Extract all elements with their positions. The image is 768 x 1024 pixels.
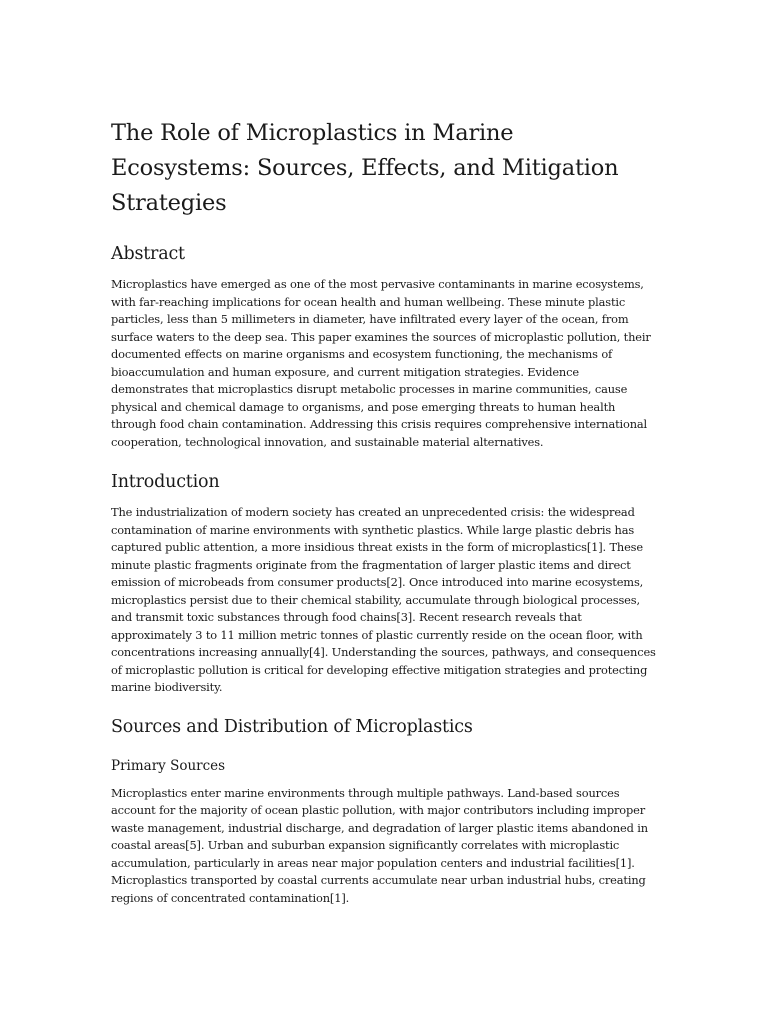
abstract-heading: Abstract [111,244,185,264]
paper-title: The Role of Microplastics in Marine Ecosystems: Sources, Effects, and Mitigation Strategies [111,120,619,216]
document-page [111,116,659,907]
introduction-paragraph: The industrialization of modern society has created an unprecedented crisis: the widespread contamination of marine environments with synthetic plastics. While large plastic debris has captured public attention, a more insidious threat exists in the form of microplastics[1]. These minute plastic fragments originate from the fragmentation of larger plastic items and direct emission of microbeads from consumer products[2]. Once introduced into marine ecosystems, microplastics persist due to their chemical stability, accumulate through biological processes, and transmit toxic substances through food chains[3]. Recent research reveals that approximately 3 to 11 million metric tonnes of plastic currently reside on the ocean floor, with concentrations increasing annually[4]. Understanding the sources, pathways, and consequences of microplastic pollution is critical for developing effective mitigation strategies and protecting marine biodiversity. [111,505,656,694]
introduction-section [111,469,659,697]
primary-sources-heading: Primary Sources [111,757,226,774]
abstract-paragraph: Microplastics have emerged as one of the most pervasive contaminants in marine ecosystems, with far-reaching implications for ocean health and human wellbeing. These minute plastic particles, less than 5 millimeters in diameter, have infiltrated every layer of the ocean, from surface waters to the deep sea. This paper examines the sources of microplastic pollution, their documented effects on marine organisms and ecosystem functioning, the mechanisms of bioaccumulation and human exposure, and current mitigation strategies. Evidence demonstrates that microplastics disrupt metabolic processes in marine communities, cause physical and chemical damage to organisms, and pose emerging threats to human health through food chain contamination. Addressing this crisis requires comprehensive international cooperation, technological innovation, and sustainable material alternatives. [111,277,651,449]
abstract-section [111,241,659,451]
primary-sources-subsection [111,756,659,908]
sources-section [111,714,659,908]
introduction-heading: Introduction [111,472,220,492]
sources-heading: Sources and Distribution of Microplastics [111,716,473,737]
primary-sources-paragraph: Microplastics enter marine environments through multiple pathways. Land-based sources account for the majority of ocean plastic pollution, with major contributors including improper waste management, industrial discharge, and degradation of larger plastic items abandoned in coastal areas[5]. Urban and suburban expansion significantly correlates with microplastic accumulation, particularly in areas near major population centers and industrial facilities[1]. Microplastics transported by coastal currents accumulate near urban industrial hubs, creating regions of concentrated contamination[1]. [111,785,648,905]
